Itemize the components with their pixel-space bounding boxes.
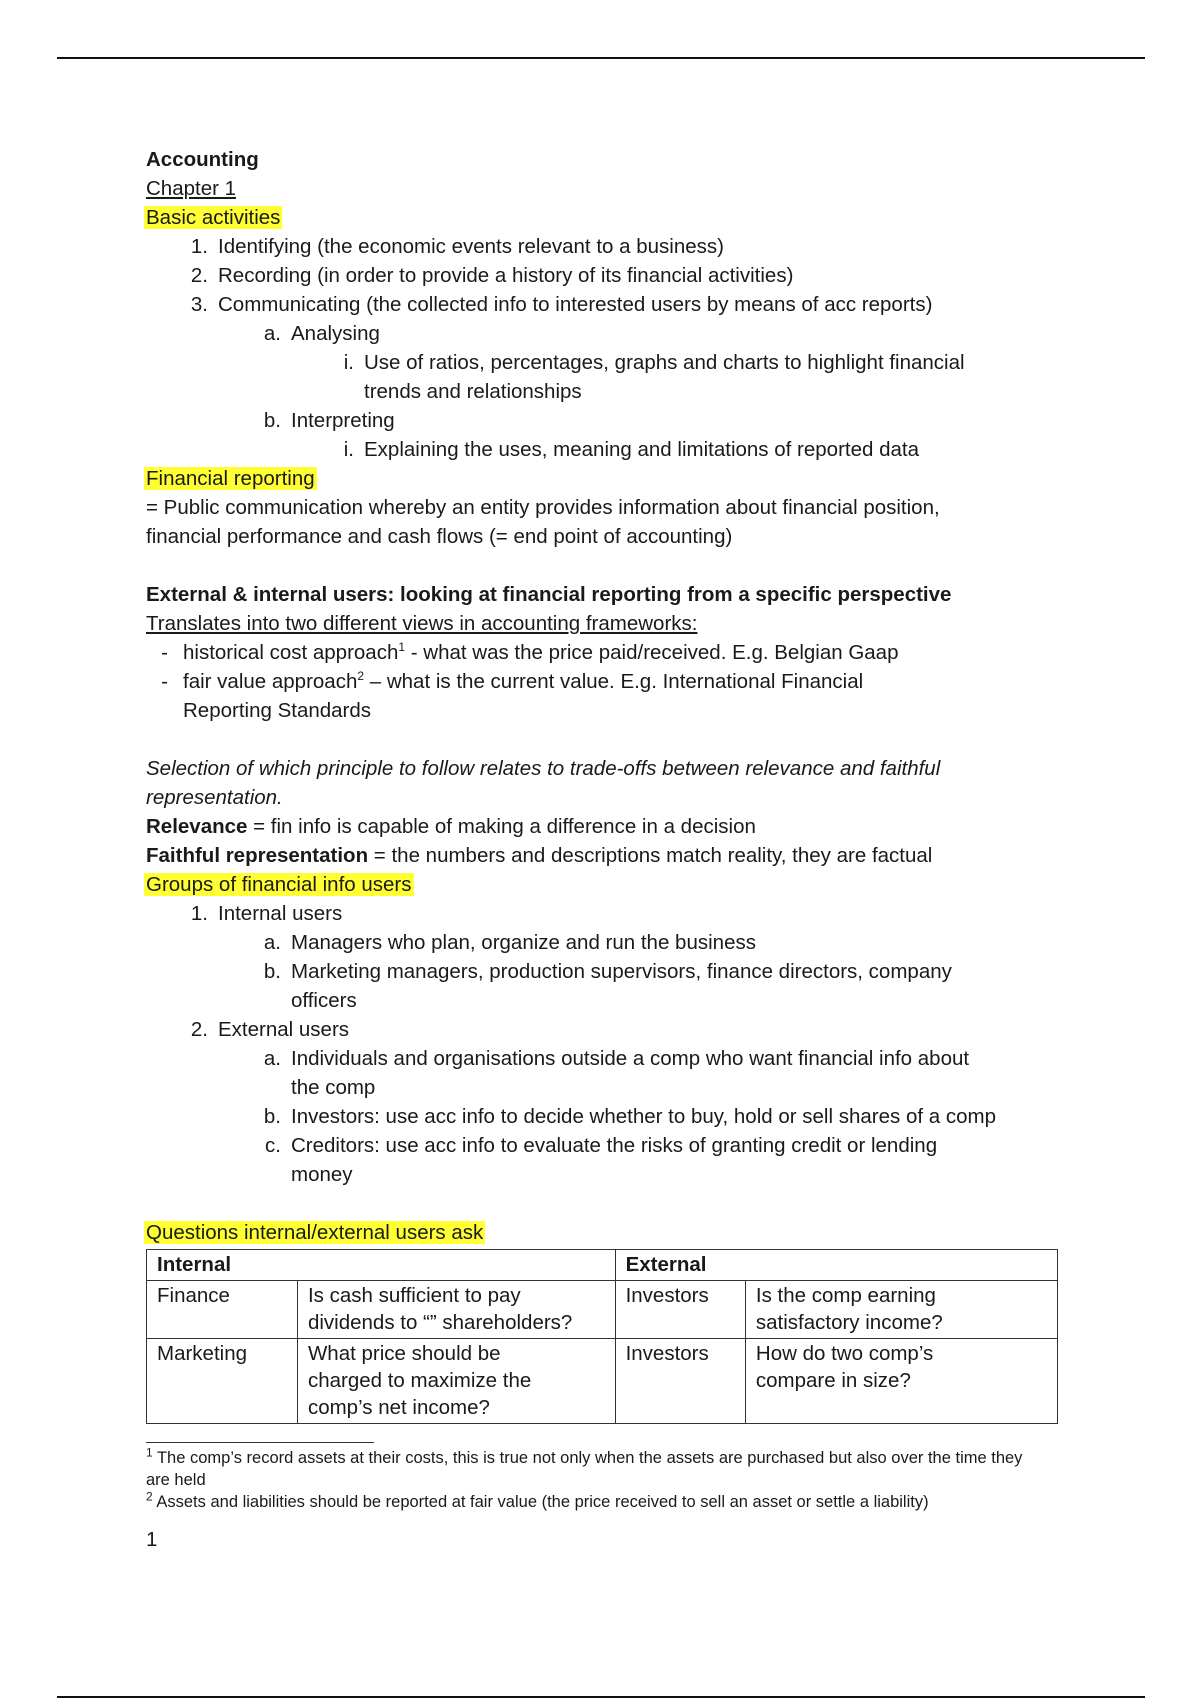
list-letter: b.: [263, 409, 281, 432]
faithful-definition: [146, 841, 1066, 870]
list-number: 1.: [190, 902, 208, 925]
table-cell: How do two comp’s compare in size?: [745, 1339, 1057, 1424]
dash-bullet: -: [161, 641, 168, 664]
table-cell: Marketing: [147, 1339, 298, 1424]
bullet-text: Reporting Standards: [183, 699, 372, 722]
list-text: Marketing managers, production supervisors, finance directors, company: [291, 960, 952, 983]
list-item: [146, 1044, 1066, 1102]
list-item: [146, 261, 1066, 290]
list-text: officers: [291, 989, 357, 1012]
list-item: [146, 899, 1066, 928]
table-cell: What price should be charged to maximize the comp’s net income?: [297, 1339, 615, 1424]
list-letter: a.: [263, 1047, 281, 1070]
footnote-ref[interactable]: 1: [398, 640, 406, 655]
bullet-text: - what was the price paid/received. E.g. Belgian Gaap: [405, 641, 899, 664]
list-text: Creditors: use acc info to evaluate the risks of granting credit or lending: [291, 1134, 938, 1157]
footnote-text: Assets and liabilities should be reported at fair value (the price received to sell an asset or settle a liability): [152, 1493, 929, 1511]
list-text: Explaining the uses, meaning and limitations of reported data: [364, 438, 919, 461]
relevance-definition: [146, 812, 1066, 841]
list-letter: b.: [263, 1105, 281, 1128]
list-item: [146, 928, 1066, 957]
list-letter: a.: [263, 322, 281, 345]
questions-heading: Questions internal/external users ask: [146, 1221, 484, 1244]
bullet-text: – what is the current value. E.g. International Financial: [364, 670, 864, 693]
document-page: [146, 145, 1066, 1554]
list-item: [146, 957, 1066, 1015]
list-item: [146, 290, 1066, 319]
doc-title: Accounting: [146, 148, 259, 171]
footnote-text: The comp’s record assets at their costs, this is true not only when the assets are purchased but also over the time they are held: [146, 1449, 1023, 1489]
list-text: trends and relationships: [364, 380, 582, 403]
list-roman: i.: [343, 351, 354, 374]
footnote-1: [146, 1447, 1046, 1491]
list-text: Identifying (the economic events relevant to a business): [218, 235, 724, 258]
table-cell: Is cash sufficient to pay dividends to “” shareholders?: [297, 1281, 615, 1339]
footnote-2: [146, 1491, 1046, 1513]
table-header-external: External: [615, 1250, 1057, 1281]
users-heading: External & internal users: looking at financial reporting from a specific perspective: [146, 583, 952, 606]
dash-bullet: -: [161, 670, 168, 693]
table-header-row: [147, 1250, 1058, 1281]
term-text: = the numbers and descriptions match reality, they are factual: [368, 844, 933, 867]
questions-table: [146, 1249, 1058, 1424]
list-text: Use of ratios, percentages, graphs and charts to highlight financial: [364, 351, 965, 374]
financial-reporting-heading: Financial reporting: [146, 467, 315, 490]
term-label: Faithful representation: [146, 844, 369, 867]
bottom-rule: [57, 1696, 1145, 1698]
table-cell: Investors: [615, 1339, 745, 1424]
list-letter: c.: [265, 1134, 281, 1157]
paragraph-line: Selection of which principle to follow relates to trade-offs between relevance and faithful: [146, 757, 941, 780]
list-text: Analysing: [291, 322, 380, 345]
list-text: External users: [218, 1018, 350, 1041]
users-subheading: Translates into two different views in accounting frameworks:: [146, 612, 698, 635]
list-item: [146, 1131, 1066, 1189]
list-number: 2.: [190, 1018, 208, 1041]
footnote-number: 1: [146, 1445, 153, 1460]
list-number: 2.: [190, 264, 208, 287]
paragraph-line: financial performance and cash flows (= end point of accounting): [146, 525, 733, 548]
list-item: [146, 232, 1066, 261]
paragraph-line: = Public communication whereby an entity provides information about financial position,: [146, 496, 940, 519]
groups-heading: Groups of financial info users: [146, 873, 412, 896]
list-text: the comp: [291, 1076, 376, 1099]
list-item: [146, 435, 1066, 464]
bullet-text: historical cost approach: [183, 641, 399, 664]
list-text: Investors: use acc info to decide whether to buy, hold or sell shares of a comp: [291, 1105, 996, 1128]
term-text: = fin info is capable of making a difference in a decision: [247, 815, 756, 838]
footnote-number: 2: [146, 1489, 153, 1504]
table-row: [147, 1281, 1058, 1339]
list-item: [146, 1102, 1066, 1131]
list-text: Recording (in order to provide a history of its financial activities): [218, 264, 794, 287]
basic-activities-heading: Basic activities: [146, 206, 281, 229]
table-cell: Is the comp earning satisfactory income?: [745, 1281, 1057, 1339]
list-text: Individuals and organisations outside a comp who want financial info about: [291, 1047, 970, 1070]
list-text: money: [291, 1163, 353, 1186]
list-item: [146, 406, 1066, 435]
footnote-separator: [146, 1442, 374, 1443]
bullet-item: [146, 667, 1066, 725]
table-cell: Investors: [615, 1281, 745, 1339]
page-number: 1: [146, 1528, 158, 1551]
list-item: [146, 319, 1066, 348]
list-number: 1.: [190, 235, 208, 258]
bullet-text: fair value approach: [183, 670, 358, 693]
list-text: Internal users: [218, 902, 343, 925]
list-letter: b.: [263, 960, 281, 983]
list-number: 3.: [190, 293, 208, 316]
list-item: [146, 348, 1066, 406]
list-roman: i.: [343, 438, 354, 461]
list-text: Interpreting: [291, 409, 395, 432]
table-row: [147, 1339, 1058, 1424]
top-rule: [57, 57, 1145, 59]
table-cell: Finance: [147, 1281, 298, 1339]
list-text: Managers who plan, organize and run the business: [291, 931, 756, 954]
bullet-item: [146, 638, 1066, 667]
chapter-heading: Chapter 1: [146, 177, 237, 200]
list-letter: a.: [263, 931, 281, 954]
term-label: Relevance: [146, 815, 248, 838]
footnote-ref[interactable]: 2: [357, 669, 365, 684]
list-item: [146, 1015, 1066, 1044]
paragraph-line: representation.: [146, 786, 283, 809]
table-header-internal: Internal: [147, 1250, 616, 1281]
list-text: Communicating (the collected info to interested users by means of acc reports): [218, 293, 933, 316]
